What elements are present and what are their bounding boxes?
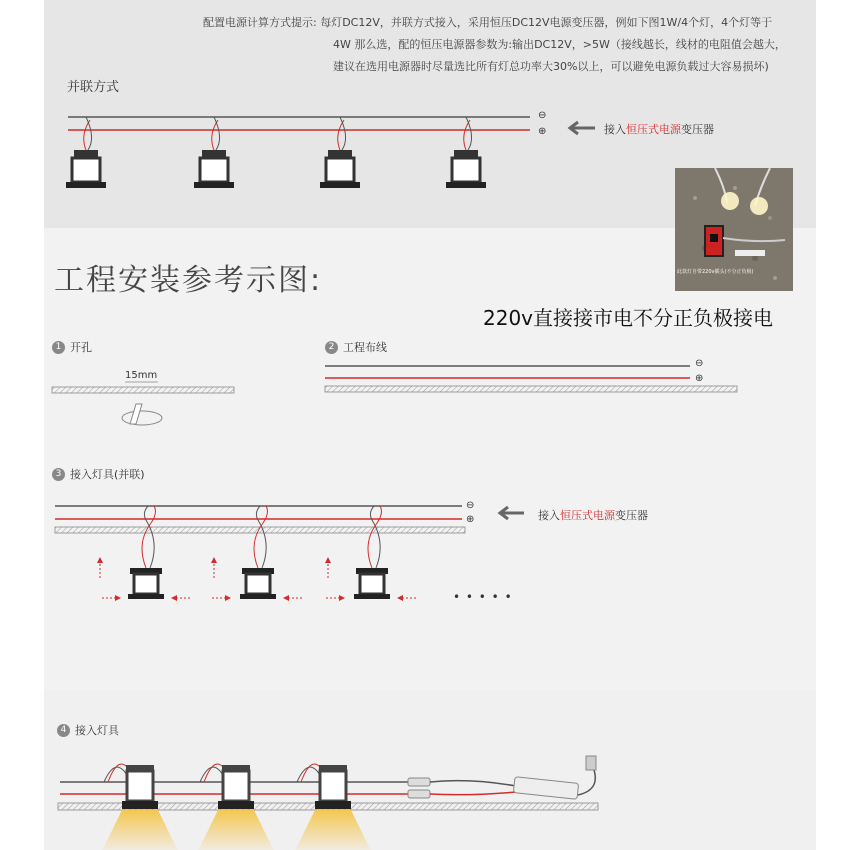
top-parallel-wires: [68, 117, 530, 130]
step3-lamps: [128, 506, 390, 599]
power-note-line1: 配置电源计算方式提示: 每灯DC12V，并联方式接入，采用恒压DC12V电源变压器，例如下图1W/4个灯，4个灯等于: [203, 16, 773, 29]
step3-wiring: [55, 506, 465, 533]
plus-symbol: ⊕: [538, 126, 547, 137]
minus-symbol-step3: ⊖: [466, 500, 475, 511]
install-title: 工程安装参考示图:: [54, 263, 323, 298]
step-4-label: 接入灯具: [75, 724, 119, 737]
ac-caption: 220v直接接市电不分正负极接电: [483, 306, 774, 330]
step-3-number: 3: [52, 468, 65, 481]
parallel-title: 并联方式: [67, 80, 120, 95]
connect-highlight: 恒压式电源: [626, 123, 681, 136]
step-3-label: 接入灯具(并联): [70, 468, 145, 481]
connect-suffix: 变压器: [681, 123, 714, 136]
step-2-number: 2: [325, 341, 338, 354]
step1-ceiling: [52, 382, 234, 425]
step-1-number: 1: [52, 341, 65, 354]
connect-suffix-step3: 变压器: [615, 509, 648, 522]
top-lamps: [66, 117, 486, 188]
hole-size-label: 15mm: [125, 370, 158, 381]
plus-symbol-step2: ⊕: [695, 373, 704, 384]
connect-prefix-step3: 接入: [538, 509, 560, 522]
minus-symbol: ⊖: [538, 110, 547, 121]
connect-prefix: 接入: [604, 123, 626, 136]
step-2-label: 工程布线: [343, 341, 387, 354]
minus-symbol-step2: ⊖: [695, 358, 704, 369]
arrow-left-icon-step3: [500, 507, 524, 519]
power-note-line3: 建议在选用电源器时尽量选比所有灯总功率大30%以上，可以避免电源负载过大容易损坏): [333, 60, 769, 73]
connect-highlight-step3: 恒压式电源: [560, 509, 615, 522]
more-lights-dots: • • • • •: [453, 590, 513, 604]
power-note-line2: 4W 那么选，配的恒压电源器参数为:输出DC12V，>5W（接线越长，线材的电阻值会越大，: [333, 38, 786, 51]
step-4-number: 4: [57, 724, 70, 737]
plus-symbol-step3: ⊕: [466, 514, 475, 525]
step2-wiring: [325, 366, 737, 392]
arrow-left-icon: [570, 122, 595, 134]
step4-lamps: [100, 764, 373, 850]
step-1-label: 开孔: [70, 341, 92, 354]
photo-caption: 此款灯自带220v插头(不分正负极): [677, 269, 754, 275]
